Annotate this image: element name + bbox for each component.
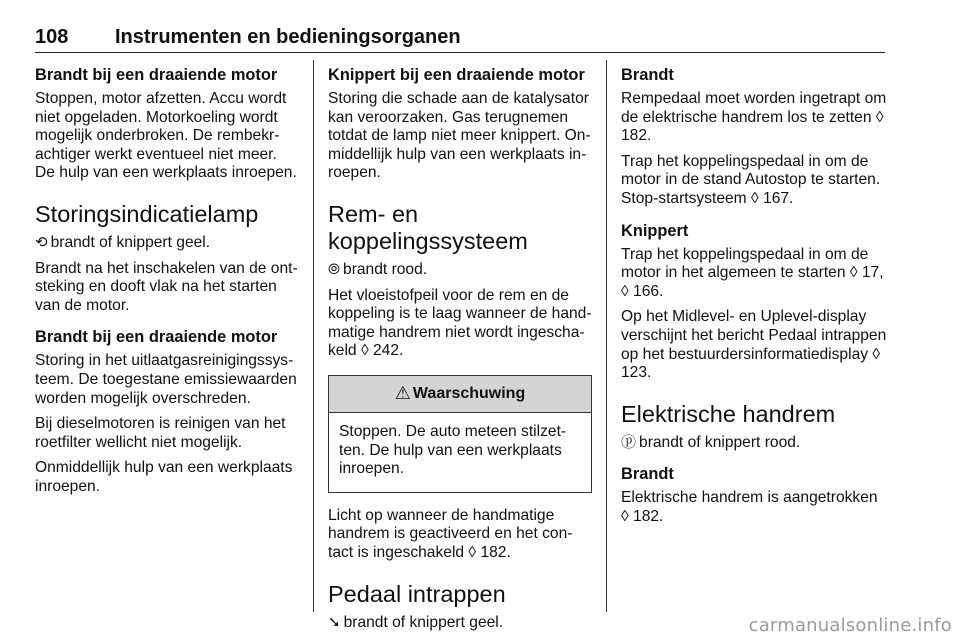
engine-check-icon: ⟲ [35, 233, 48, 251]
warning-triangle-icon: ⚠ [394, 383, 411, 404]
heading-running-engine-2: Brandt bij een draaiende motor [35, 328, 278, 347]
heading-flashes: Knippert [621, 221, 689, 240]
watermark: carmanualsonline.info [748, 615, 952, 636]
warning-header [329, 376, 591, 413]
column-divider [313, 60, 314, 612]
heading-electric-parking-brake: Elektrische handrem [621, 400, 836, 427]
column-1 [35, 65, 299, 613]
paragraph: Rempedaal moet worden ingetrapt om de elektrische handrem los te zetten ◊ 182. [621, 90, 887, 145]
parking-brake-icon: ⓟ [621, 433, 637, 451]
indicator-line [621, 434, 887, 453]
heading-press-pedal: Pedaal intrappen [328, 580, 506, 607]
page-header [35, 26, 885, 53]
heading-lights-2: Brandt [621, 465, 674, 484]
paragraph: Brandt na het inschakelen van de ontsteking en dooft vlak na het starten van de motor. [35, 259, 298, 314]
heading-flashing-running-engine: Knippert bij een draaiende motor [328, 66, 585, 84]
indicator-text: brandt rood. [343, 260, 428, 278]
indicator-text: brandt of knippert rood. [639, 433, 801, 451]
paragraph: Op het Midlevel- en Uplevel-display verschijnt het bericht Pedaal intrappen op het bestuurdersinformatiedisplay ◊ 123. [621, 308, 887, 382]
column-3 [621, 65, 887, 613]
brake-warning-icon: ⦾ [328, 260, 341, 278]
heading-brake-clutch-system: Rem- en koppelingssysteem [328, 200, 528, 254]
paragraph: Storing die schade aan de katalysator kan veroorzaken. Gas terugnemen totdat de lamp niet meer knippert. Onmiddellijk hulp van een werkplaats inroepen. [328, 90, 591, 182]
column-divider [606, 60, 607, 612]
paragraph: Onmiddellijk hulp van een werkplaats inroepen. [35, 459, 293, 495]
heading-lights: Brandt [621, 66, 674, 84]
paragraph: Licht op wanneer de handmatige handrem is geactiveerd en het contact is ingeschakeld ◊ 182. [328, 506, 573, 561]
paragraph: Elektrische handrem is aangetrokken ◊ 182. [621, 489, 878, 525]
paragraph: Storing in het uitlaatgasreinigingssysteem. De toegestane emissiewaarden worden mogelijk overschreden. [35, 352, 297, 407]
page-title: Instrumenten en bedieningsorganen [115, 26, 461, 48]
heading-malfunction-indicator: Storingsindicatielamp [35, 200, 259, 227]
indicator-text: brandt of knippert geel. [343, 613, 504, 631]
warning-text: Stoppen. De auto meteen stilzetten. De hulp van een werkplaats inroepen. [339, 422, 567, 478]
column-2 [328, 65, 592, 631]
indicator-line [328, 261, 592, 280]
warning-title: Waarschuwing [412, 384, 526, 402]
indicator-text: brandt of knippert geel. [50, 233, 211, 251]
warning-body [329, 413, 591, 492]
paragraph: Trap het koppelingspedaal in om de motor in het algemeen te starten ◊ 17, ◊ 166. [621, 245, 884, 300]
paragraph: Stoppen, motor afzetten. Accu wordt niet opgeladen. Motorkoeling wordt mogelijk onderbroken. De rembekrachtiger werkt eventueel niet meer. De hulp van een werkplaats inroepen. [35, 90, 297, 182]
heading-running-engine: Brandt bij een draaiende motor [35, 66, 278, 84]
page-number: 108 [35, 26, 69, 48]
pedal-icon: ➘ [328, 613, 341, 631]
paragraph: Trap het koppelingspedaal in om de motor in de stand Autostop te starten. Stop-startsysteem ◊ 167. [621, 152, 881, 207]
paragraph: Het vloeistofpeil voor de rem en de koppeling is te laag wanneer de handmatige handrem niet wordt ingeschakeld ◊ 242. [328, 286, 592, 360]
paragraph: Bij dieselmotoren is reinigen van het roetfilter wellicht niet mogelijk. [35, 415, 286, 451]
indicator-line [35, 234, 299, 253]
indicator-line [328, 614, 592, 633]
warning-box [328, 375, 592, 493]
